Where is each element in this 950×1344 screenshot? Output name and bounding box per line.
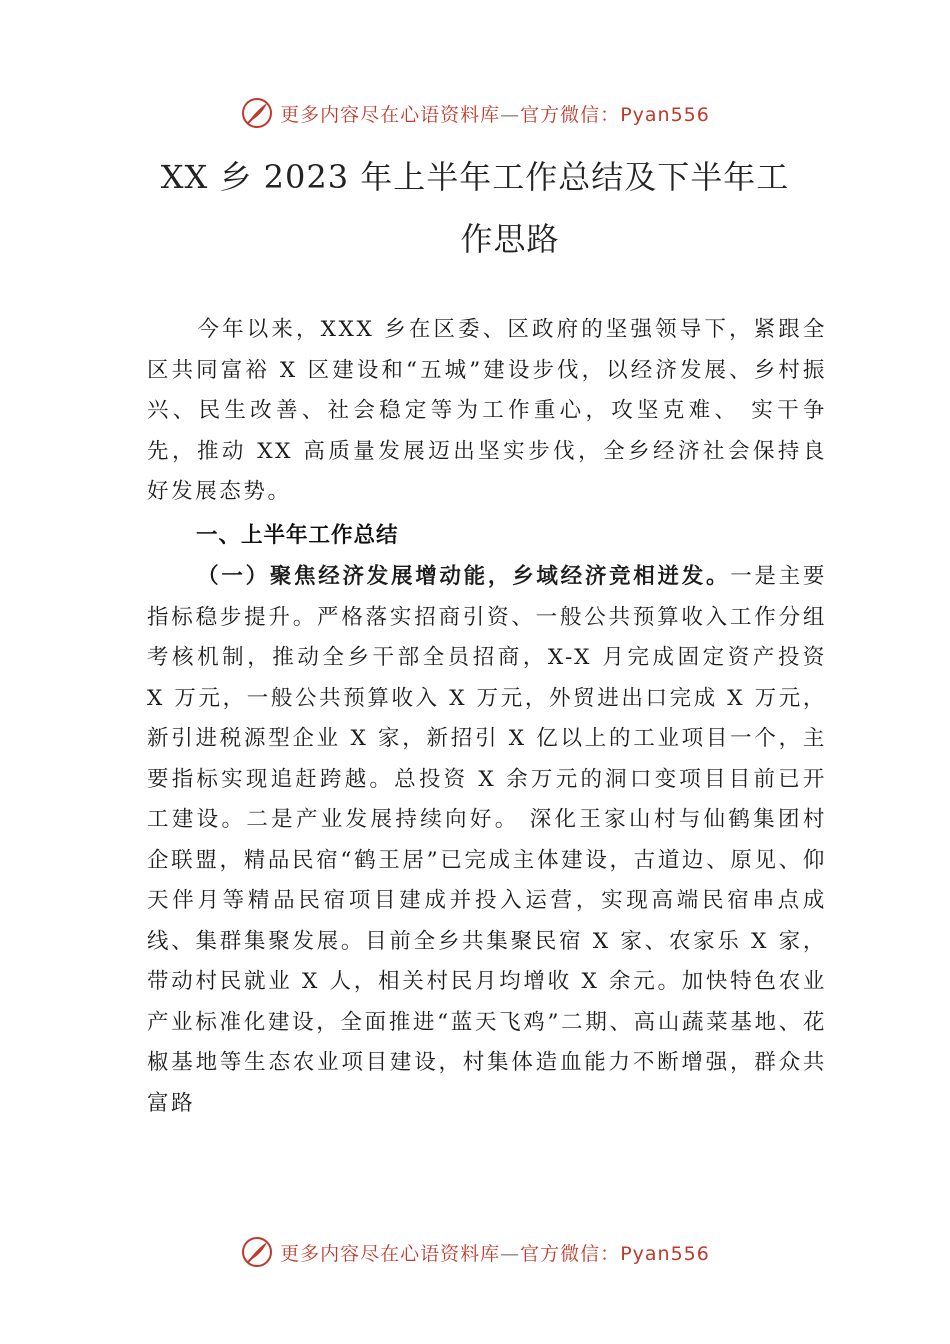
banner-handle: Pyan556	[620, 103, 710, 126]
intro-text: 今年以来，XXX 乡在区委、区政府的坚强领导下，紧跟全区共同富裕 X 区建设和“五城”建设步伐，以经济发展、乡村振兴、民生改善、社会稳定等为工作重心，攻坚克难、 实干争先，推动 XX 高质量发展迈出坚实步伐，全乡经济社会保持良好发展态势。	[147, 317, 827, 504]
banner-label: 官方微信：	[520, 1242, 621, 1265]
banner-text	[280, 100, 710, 127]
intro-paragraph	[147, 310, 827, 513]
document-title-line2: 作思路	[460, 220, 560, 258]
item-body: 一是主要指标稳步提升。严格落实招商引资、一般公共预算收入工作分组考核机制，推动全乡干部全员招商，X-X 月完成固定资产投资 X 万元，一般公共预算收入 X 万元，外贸进出口完成 X 万元，新引进税源型企业 X 家，新招引 X 亿以上的工业项目一个，主要指标实现追赶跨越。总投资 X 余万元的洞口变项目目前已开工建设。二是产业发展持续向好。 深化王家山村与仙鹤集团村企联盟，精品民宿“鹤王居”已完成主体建设，古道边、原见、仰天伴月等精品民宿项目建成并投入运营，实现高端民宿串点成线、集群集聚发展。目前全乡共集聚民宿 X 家、农家乐 X 家，带动村民就业 X 人，相关村民月均增收 X 余元。加快特色农业产业标准化建设，全面推进“蓝天飞鸡”二期、高山蔬菜基地、花椒基地等生态农业项目建设，村集体造血能力不断增强，群众共富路	[147, 564, 827, 1116]
banner-separator: —	[500, 1242, 521, 1265]
item-lead: （一）聚焦经济发展增动能，乡域经济竞相迸发。	[197, 564, 731, 589]
banner-main-text: 更多内容尽在心语资料库	[280, 1242, 501, 1265]
banner-label: 官方微信：	[520, 103, 621, 126]
item-paragraph	[147, 557, 827, 1124]
banner-separator: —	[500, 103, 521, 126]
quill-logo-icon	[240, 1235, 274, 1269]
header-banner	[0, 93, 950, 133]
banner-main-text: 更多内容尽在心语资料库	[280, 103, 501, 126]
document-title-line1: XX 乡 2023 年上半年工作总结及下半年工	[160, 158, 790, 196]
quill-logo-icon	[240, 96, 274, 130]
footer-banner	[0, 1232, 950, 1272]
section-heading: 一、上半年工作总结	[196, 523, 399, 548]
banner-handle: Pyan556	[620, 1242, 710, 1265]
banner-text	[280, 1239, 710, 1266]
